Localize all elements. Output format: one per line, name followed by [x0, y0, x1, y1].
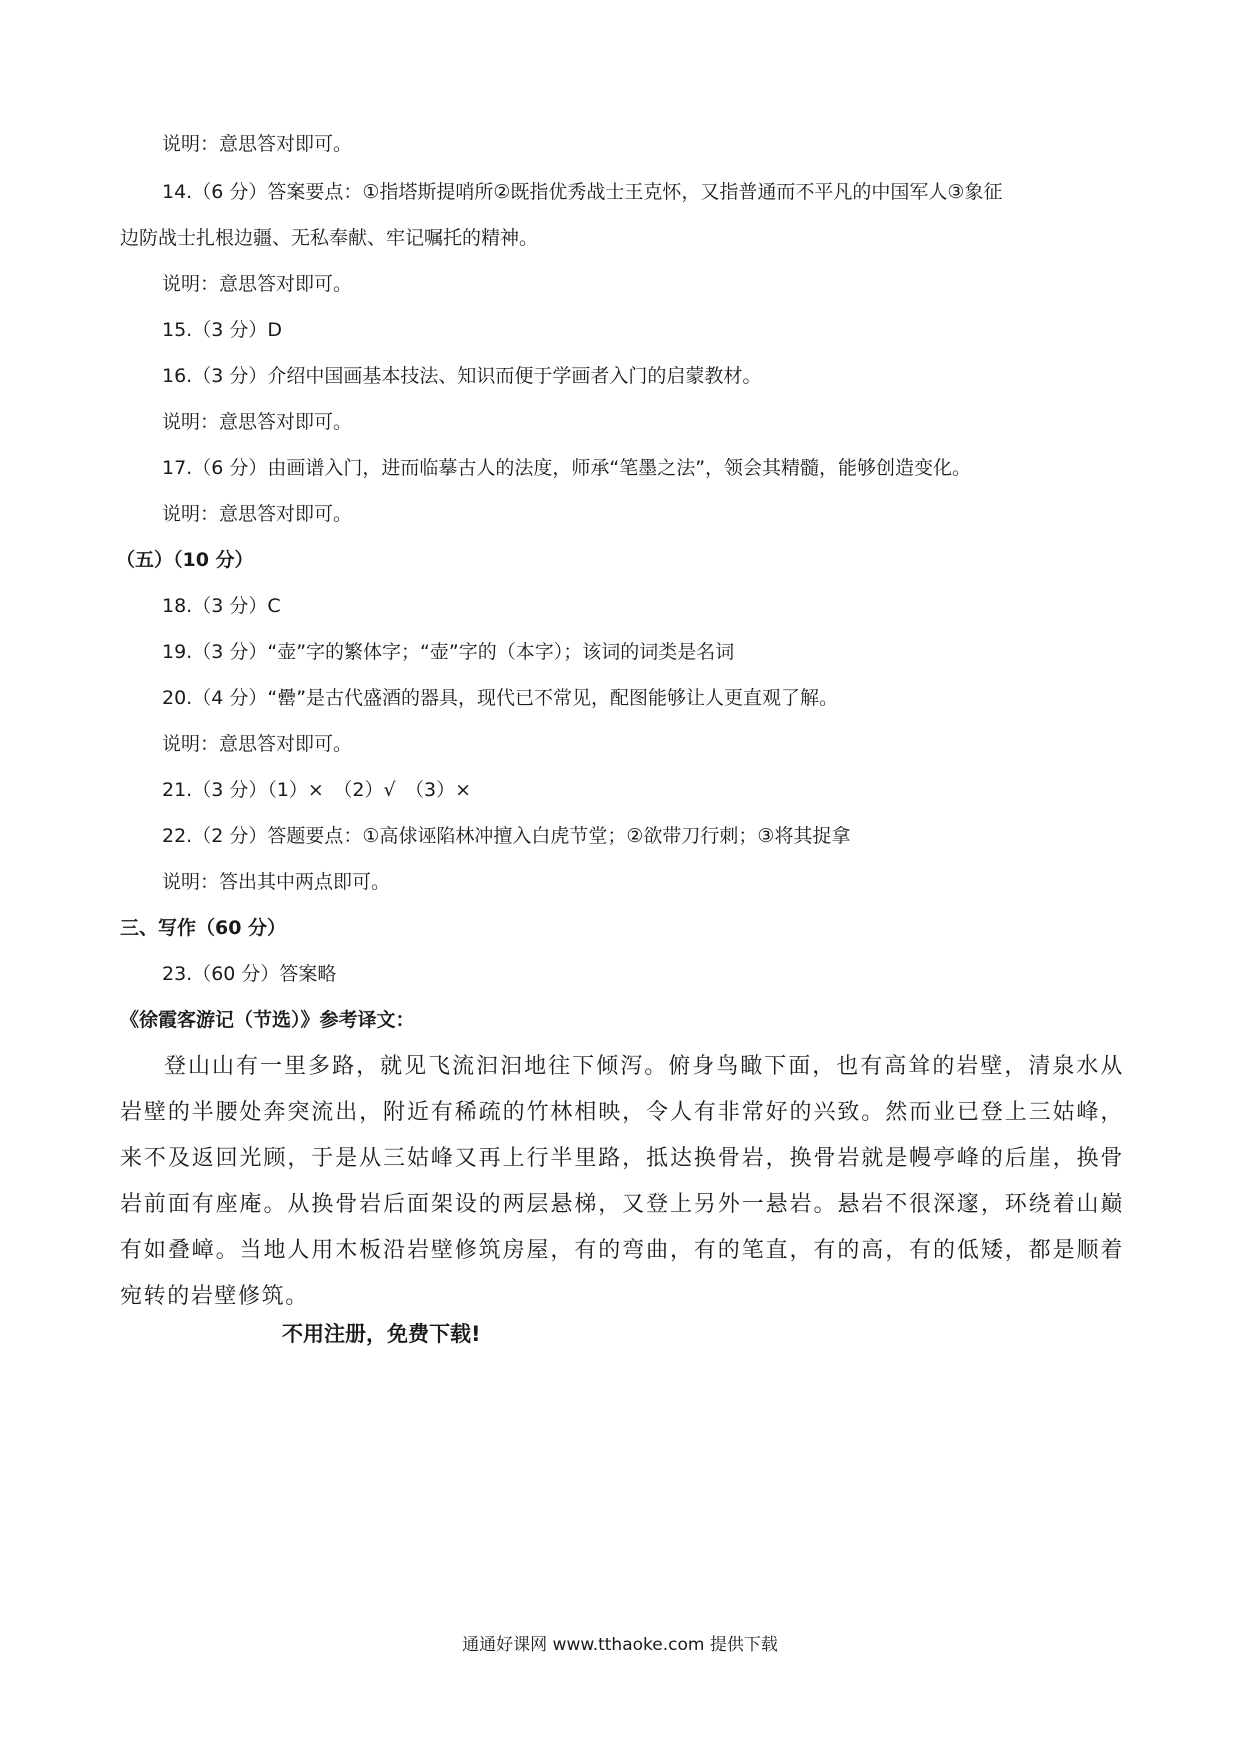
note-line: 说明：答出其中两点即可。	[162, 871, 391, 893]
answer-16: 16.（3 分）介绍中国画基本技法、知识而便于学画者入门的启蒙教材。	[162, 365, 762, 387]
answer-20: 20.（4 分）“罍”是古代盛酒的器具，现代已不常见，配图能够让人更直观了解。	[162, 687, 839, 709]
note-line: 说明：意思答对即可。	[162, 503, 353, 525]
answer-17: 17.（6 分）由画谱入门，进而临摹古人的法度，师承“笔墨之法”，领会其精髓，能够创造变化。	[162, 457, 972, 479]
section-five-heading: （五）（10 分）	[116, 549, 254, 571]
answer-22: 22.（2 分）答题要点：①高俅诬陷林冲擅入白虎节堂；②欲带刀行刺；③将其捉拿	[162, 825, 851, 847]
answer-14-line1: 14.（6 分）答案要点：①指塔斯提哨所②既指优秀战士王克怀，又指普通而不平凡的中国军人③象征	[162, 181, 1003, 203]
answer-14-line2: 边防战士扎根边疆、无私奉献、牢记嘱托的精神。	[120, 227, 539, 249]
answer-23: 23.（60 分）答案略	[162, 963, 337, 985]
answer-15: 15.（3 分）D	[162, 319, 282, 341]
answer-21: 21.（3 分）（1）× （2）√ （3）×	[162, 779, 472, 801]
note-line: 说明：意思答对即可。	[162, 133, 353, 155]
translation-heading: 《徐霞客游记（节选）》参考译文：	[120, 1009, 415, 1031]
note-line: 说明：意思答对即可。	[162, 733, 353, 755]
answer-18: 18.（3 分）C	[162, 595, 281, 617]
translation-paragraph: 登山山有一里多路，就见飞流汩汩地往下倾泻。俯身鸟瞰下面，也有高耸的岩壁，清泉水从岩壁的半腰处奔突流出，附近有稀疏的竹林相映，令人有非常好的兴致。然而业已登上三姑峰，来不及返回光顾，于是从三姑峰又再上行半里路，抵达换骨岩，换骨岩就是幔亭峰的后崖，换骨岩前面有座庵。从换骨岩后面架设的两层悬梯，又登上另外一悬岩。悬岩不很深邃，环绕着山巅有如叠嶂。当地人用木板沿岩壁修筑房屋，有的弯曲，有的笔直，有的高，有的低矮，都是顺着宛转的岩壁修筑。	[120, 1054, 1124, 1309]
page-footer: 通通好课网 www.tthaoke.com 提供下载	[462, 1635, 778, 1655]
answer-19: 19.（3 分）“壶”字的繁体字；“壶”字的（本字）；该词的词类是名词	[162, 641, 735, 663]
section-three-heading: 三、写作（60 分）	[120, 917, 287, 939]
note-line: 说明：意思答对即可。	[162, 411, 353, 433]
promo-text: 不用注册，免费下载!	[282, 1322, 481, 1346]
note-line: 说明：意思答对即可。	[162, 273, 353, 295]
